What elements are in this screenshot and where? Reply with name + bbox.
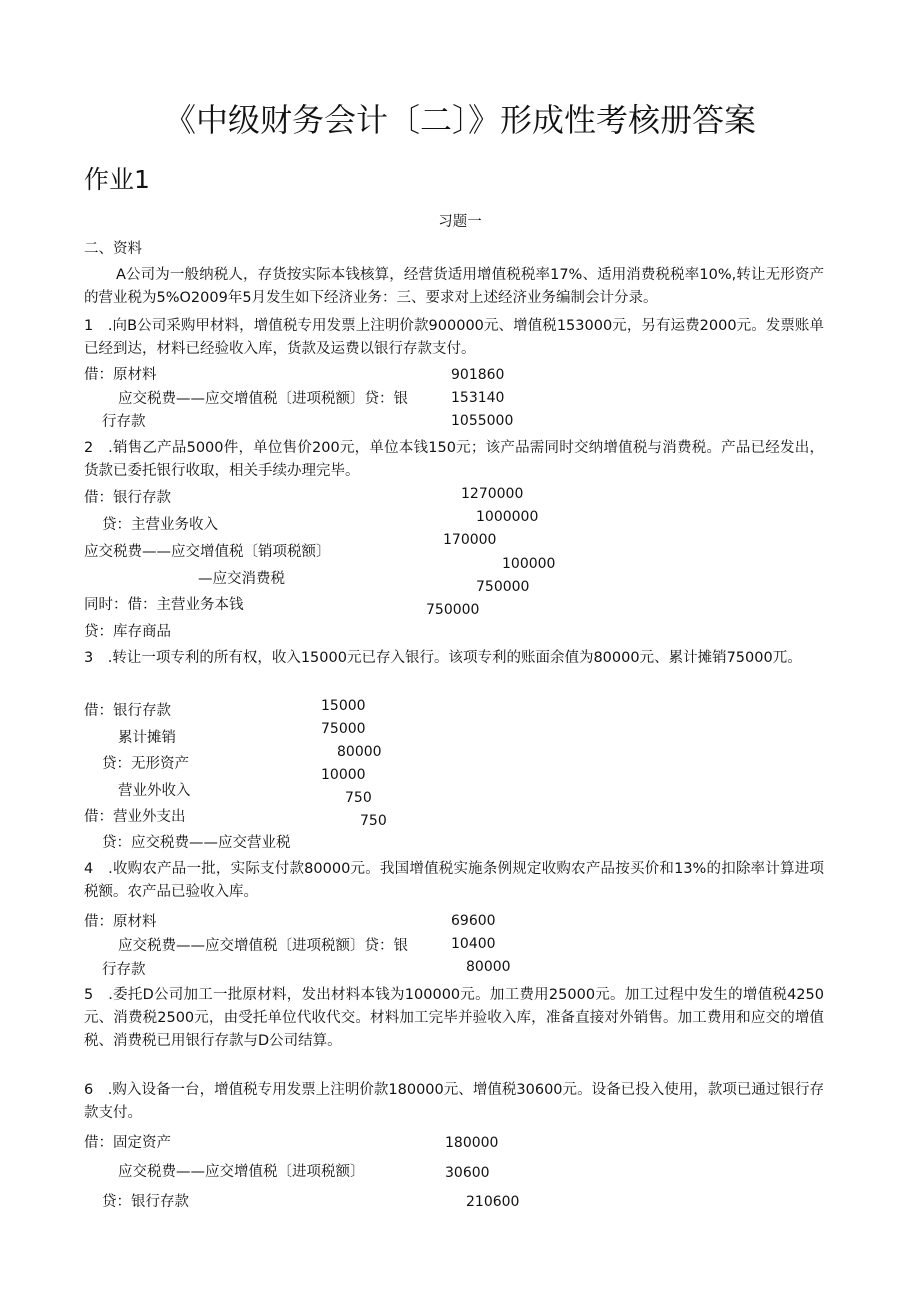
entry-label: 贷：库存商品 — [84, 624, 171, 640]
entry-label: 应交税费——应交增值税〔进项税额〕贷：银 — [118, 391, 408, 407]
entry-amount: 170000 — [443, 532, 497, 548]
entry-label: 借：固定资产 — [84, 1135, 171, 1151]
entry-label: 借：原材料 — [84, 914, 157, 930]
entry-label: 营业外收入 — [118, 783, 191, 799]
entry-amount: 75000 — [321, 721, 366, 737]
entry-label: 应交税费——应交增值税〔进项税额〕贷：银 — [118, 938, 408, 954]
section-heading: 二、资料 — [84, 241, 142, 257]
item-5-text: 5 .委托D公司加工一批原材料，发出材料本钱为100000元。加工费用25000元。加工过程中发生的增值税4250元、消费税2500元，由受托单位代收代交。材料加工完毕并验收入库，准备直接对外销售。加工费用和应交的增值税、消费税已用银行存款与D公司结算。 — [84, 987, 824, 1049]
entry-amount: 180000 — [445, 1135, 499, 1151]
entry-label: 借：银行存款 — [84, 490, 171, 506]
entry-label: 贷：无形资产 — [102, 756, 189, 772]
entry-label: 借：营业外支出 — [84, 809, 186, 825]
entry-amount: 10400 — [451, 936, 496, 952]
entry-label: 应交税费——应交增值税〔销项税额〕 — [84, 544, 331, 560]
entry-label: 同时：借：主营业务本钱 — [84, 597, 244, 613]
intro-paragraph: A公司为一般纳税人，存货按实际本钱核算，经营货适用增值税税率17%、适用消费税税率10%,转让无形资产的营业税为5%O2009年5月发生如下经济业务：三、要求对上述经济业务编制会计分录。 — [84, 267, 824, 306]
entry-label: 贷：应交税费——应交营业税 — [102, 835, 291, 851]
assignment-heading: 作业1 — [84, 165, 150, 194]
item-6-text: 6 .购入设备一台，增值税专用发票上注明价款180000元、增值税30600元。设备已投入使用，款项已通过银行存款支付。 — [84, 1082, 824, 1121]
entry-label: 贷：银行存款 — [102, 1194, 189, 1210]
entry-amount: 80000 — [466, 959, 511, 975]
entry-amount: 80000 — [337, 744, 382, 760]
exercise-heading: 习题一 — [438, 214, 482, 230]
entry-amount: 15000 — [321, 698, 366, 714]
entry-amount: 901860 — [451, 367, 505, 383]
entry-label: 累计摊销 — [118, 730, 176, 746]
entry-amount: 1055000 — [451, 413, 514, 429]
entry-amount: 30600 — [445, 1165, 490, 1181]
entry-label: 应交税费——应交增值税〔进项税额〕 — [118, 1164, 365, 1180]
entry-amount: 750 — [345, 790, 372, 806]
entry-label: —应交消费税 — [198, 571, 285, 587]
entry-amount: 10000 — [321, 767, 366, 783]
entry-amount: 69600 — [451, 913, 496, 929]
entry-amount: 750000 — [476, 579, 530, 595]
entry-amount: 750000 — [426, 602, 480, 618]
entry-amount: 100000 — [502, 556, 556, 572]
entry-label: 贷：主营业务收入 — [102, 517, 218, 533]
entry-label: 行存款 — [102, 414, 146, 430]
entry-label: 行存款 — [102, 962, 146, 978]
entry-amount: 1270000 — [461, 486, 524, 502]
entry-label: 借：原材料 — [84, 367, 157, 383]
entry-amount: 210600 — [466, 1194, 520, 1210]
item-2-text: 2 .销售乙产品5000件，单位售价200元，单位本钱150元；该产品需同时交纳增值税与消费税。产品已经发出，货款已委托银行收取，相关手续办理完毕。 — [84, 440, 824, 479]
entry-amount: 750 — [360, 813, 387, 829]
item-4-text: 4 .收购农产品一批，实际支付款80000元。我国增值税实施条例规定收购农产品按买价和13%的扣除率计算进项税额。农产品已验收入库。 — [84, 861, 824, 900]
item-1-text: 1 .向B公司采购甲材料，增值税专用发票上注明价款900000元、增值税153000元，另有运费2000元。发票账单已经到达，材料已经验收入库，货款及运费以银行存款支付。 — [84, 318, 824, 357]
entry-label: 借：银行存款 — [84, 703, 171, 719]
entry-amount: 1000000 — [476, 509, 539, 525]
document-title: 《中级财务会计〔二〕》形成性考核册答案 — [163, 101, 756, 139]
entry-amount: 153140 — [451, 390, 505, 406]
item-3-text: 3 .转让一项专利的所有权，收入15000元已存入银行。该项专利的账面余值为80000元、累计摊销75000兀。 — [84, 650, 802, 666]
